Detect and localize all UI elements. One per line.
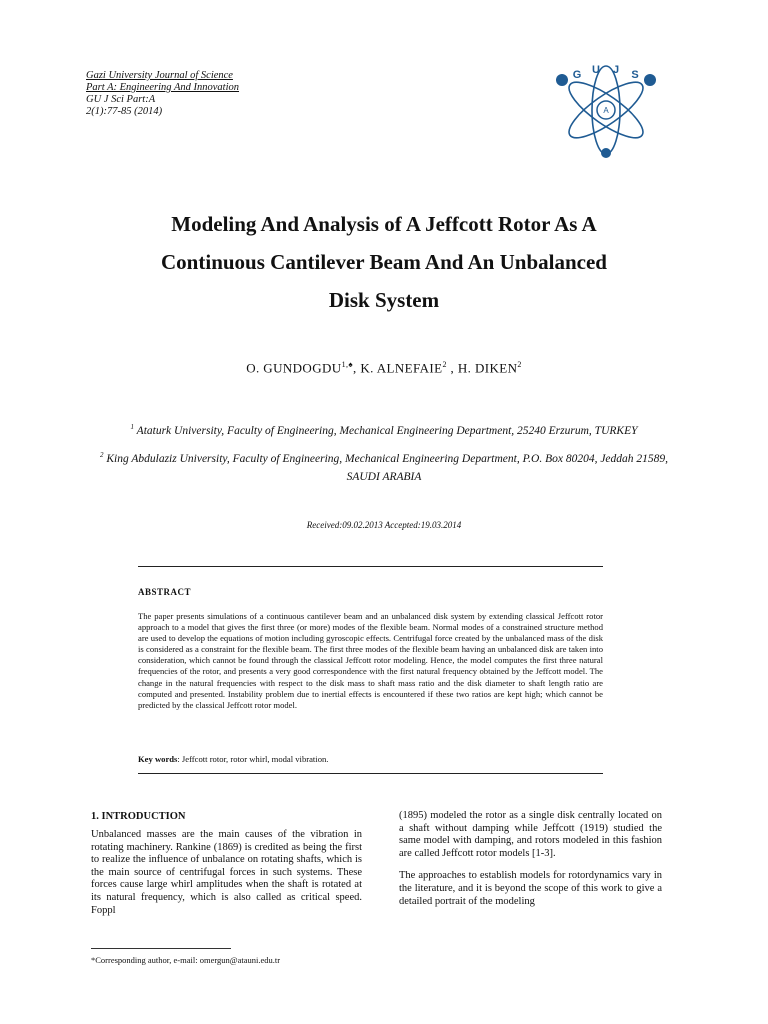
affiliation-1-superscript: 1 [130, 423, 134, 431]
intro-paragraph-3: The approaches to establish models for rotordynamics vary in the literature, and it is beyond the scope of this work to give a detailed portrait of the modeling [399, 870, 662, 907]
affiliation-1 [86, 418, 682, 440]
journal-name: Gazi University Journal of Science [86, 70, 233, 81]
logo-center-letter: A [603, 106, 609, 115]
received-dates: Received:09.02.2013 Accepted:19.03.2014 [306, 520, 462, 530]
author-1: O. GUNDOGDU [246, 360, 342, 376]
affiliation-2-superscript: 2 [99, 451, 104, 459]
paper-title [60, 205, 708, 319]
author-3: , H. DIKEN [446, 360, 518, 376]
keywords-label: Key words [138, 754, 178, 764]
journal-part: Part A: Engineering And Innovation [86, 82, 240, 93]
keywords-text: : Jeffcott rotor, rotor whirl, modal vibration. [177, 754, 329, 764]
author-list [0, 360, 768, 376]
logo-letter-j: J [612, 64, 620, 76]
footnote-rule [91, 948, 231, 949]
keywords [138, 754, 328, 764]
author-2-superscript: 2 [442, 360, 447, 369]
gujs-logo [548, 60, 658, 160]
abstract-top-rule [138, 566, 603, 567]
title-line-2: Continuous Cantilever Beam And An Unbalanced [161, 250, 607, 274]
title-line-3: Disk System [328, 288, 440, 312]
intro-paragraph-2: (1895) modeled the rotor as a single disk centrally located on a shaft without damping while Jeffcott (1919) studied the same model with damping, and rotors modeled in this fashion are called Jeffcott rotor models [1-3]. [399, 810, 662, 859]
affiliation-2-text: King Abdulaziz University, Faculty of Engineering, Mechanical Engineering Department, P.O. Box 80204, Jeddah 21589, SAUDI ARABIA [103, 452, 669, 483]
corresponding-author-footnote: *Corresponding author, e-mail: omergun@atauni.edu.tr [91, 955, 281, 965]
left-column [91, 829, 362, 927]
journal-volume: 2(1):77-85 (2014) [86, 106, 163, 117]
journal-abbrev: GU J Sci Part:A [86, 94, 156, 105]
abstract-body: The paper presents simulations of a continuous cantilever beam and an unbalanced disk system by extending classical Jeffcott rotor approach to a model that gives the first three (or more) modes of the flexible beam. Normal modes of a constrained structure method are used to develop the equations of motion including gyroscopic effects. Centrifugal force created by the unbalanced mass of the disk is considered as a constraint for the flexible beam. The first three modes of the flexible beam having an unbalanced disk are taken into consideration, which cannot be found through the classical Jeffcott rotor modeling. Hence, the model computes the first three natural frequencies of the rotor, and presents a very good correspondence with the first natural frequency obtained by the Jeffcott model. The change in the natural frequencies with respect to the disk mass to shaft mass ratio and the disk diameter to shaft length ratio are computed and presented. Instability problem due to inertial effects is encountered if these two ratios are kept high; which cannot be predicted by the classical Jeffcott rotor model. [138, 611, 603, 710]
title-line-1: Modeling And Analysis of A Jeffcott Rotor As A [171, 212, 597, 236]
author-3-superscript: 2 [517, 360, 522, 369]
author-2: , K. ALNEFAIE [353, 360, 443, 376]
abstract-bottom-rule [138, 773, 603, 774]
intro-paragraph-1: Unbalanced masses are the main causes of the vibration in rotating machinery. Rankine (1869) is credited as being the first to realize the influence of unbalance on rotating shafts, which is the main source of centrifugal forces in such systems. These forces cause large whirl amplitudes when the shaft is rotated at its natural frequency, which is also called as critical speed. Foppl [91, 829, 362, 916]
author-1-superscript: 1,♠ [341, 360, 354, 369]
right-column [399, 810, 662, 918]
section-heading-introduction: 1. INTRODUCTION [91, 811, 186, 822]
logo-letter-g: G [572, 69, 582, 81]
logo-letter-s: S [631, 69, 639, 81]
logo-letter-u: U [592, 64, 600, 76]
affiliation-2 [86, 446, 682, 486]
abstract-heading: ABSTRACT [138, 587, 192, 597]
journal-info [86, 70, 239, 118]
affiliation-1-text: Ataturk University, Faculty of Engineering, Mechanical Engineering Department, 25240 Erzurum, TURKEY [134, 424, 638, 437]
